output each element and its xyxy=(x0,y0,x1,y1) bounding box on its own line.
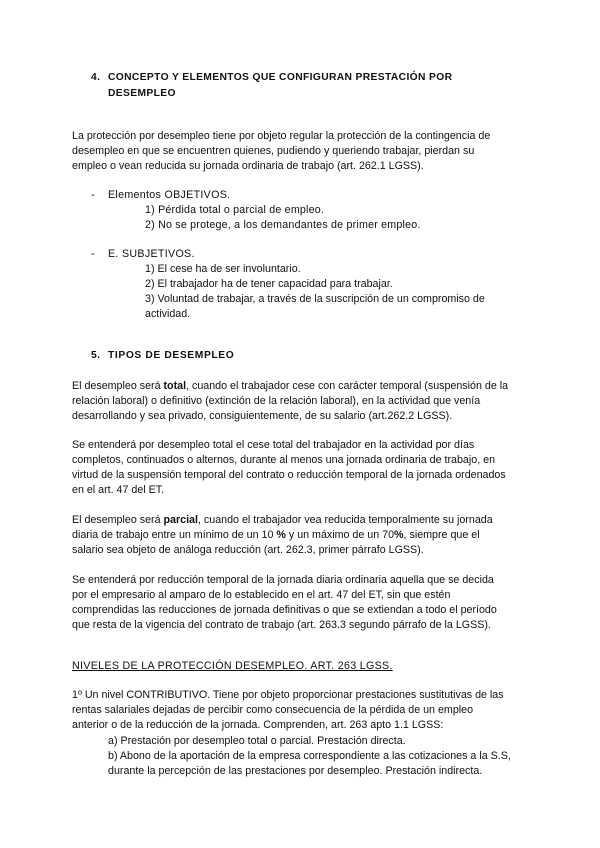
reduccion-line-3: comprendidas las reducciones de jornada definitivas o que se extiendan a todo el período xyxy=(72,604,497,616)
reduccion-line-4: que resta de la vigencia del contrato de trabajo (art. 263.3 segundo párrafo de la LGSS). xyxy=(72,619,491,631)
parcial-line-1-b: , cuando el trabajador vea reducida temporalmente su jornada xyxy=(197,514,493,526)
total-def-line-2: completos, continuados o alternos, durante al menos una jornada ordinaria de trabajo, en xyxy=(72,454,496,466)
niveles-sub-b: b) Abono de la aportación de la empresa correspondiente a las cotizaciones a la S.S, xyxy=(108,750,511,762)
total-def-line-3: virtud de la suspensión temporal del contrato o reducción temporal de la jornada ordenados xyxy=(72,469,506,481)
total-line-1-a: El desempleo será xyxy=(72,380,164,392)
section-4-title-line1: CONCEPTO Y ELEMENTOS QUE CONFIGURAN PRESTACIÓN POR xyxy=(108,72,453,83)
niveles-line-1: 1º Un nivel CONTRIBUTIVO. Tiene por objeto proporcionar prestaciones sustitutivas de las xyxy=(72,689,504,701)
total-def-line-1: Se entenderá por desempleo total el cese total del trabajador en la actividad por días xyxy=(72,439,475,451)
total-line-3: desarrollando y sea privado, consiguientemente, de su salario (art.262.2 LGSS). xyxy=(72,410,453,422)
parcial-line-2-c: , siempre que el xyxy=(403,529,480,541)
intro-line-3: empleo o vean reducida su jornada ordinaria de trabajo (art. 262.1 LGSS). xyxy=(72,160,424,172)
niveles-sub-b-cont: durante la percepción de las prestaciones por desempleo. Prestación indirecta. xyxy=(108,765,483,777)
reduccion-line-1: Se entenderá por reducción temporal de la jornada diaria ordinaria aquella que se decida xyxy=(72,574,494,586)
subjetivos-item-2: 2) El trabajador ha de tener capacidad para trabajar. xyxy=(145,278,393,290)
objetivos-label: Elementos OBJETIVOS. xyxy=(108,189,231,201)
section-4-title-line2: DESEMPLEO xyxy=(108,88,176,99)
subjetivos-bullet: - xyxy=(91,248,95,260)
section-5-number: 5. xyxy=(91,350,101,361)
parcial-line-2 xyxy=(72,529,480,541)
parcial-pct-1: % xyxy=(276,529,286,541)
niveles-heading: NIVELES DE LA PROTECCIÓN DESEMPLEO. ART. 263 LGSS. xyxy=(72,660,393,672)
total-term: total xyxy=(163,380,187,392)
objetivos-item-1: 1) Pérdida total o parcial de empleo. xyxy=(145,204,325,216)
niveles-line-2: rentas salariales dejadas de percibir como consecuencia de la pérdida de un empleo xyxy=(72,704,474,716)
reduccion-line-2: por el empresario al amparo de lo establecido en el art. 47 del ET, sin que estén xyxy=(72,589,451,601)
objetivos-item-2: 2) No se protege, a los demandantes de primer empleo. xyxy=(145,219,421,231)
parcial-line-2-a: diaria de trabajo entre un mínimo de un 10 xyxy=(72,529,277,541)
niveles-line-3: anterior o de la reducción de la jornada. Comprenden, art. 263 apto 1.1 LGSS: xyxy=(72,719,444,731)
parcial-term: parcial xyxy=(163,514,198,526)
objetivos-bullet: - xyxy=(91,189,95,201)
total-def-line-4: en el art. 47 del ET. xyxy=(72,484,165,496)
section-4-number: 4. xyxy=(91,72,101,83)
parcial-line-1-a: El desempleo será xyxy=(72,514,164,526)
intro-line-2: desempleo en que se encuentren quienes, pudiendo y queriendo trabajar, pierdan su xyxy=(72,145,475,157)
parcial-line-1 xyxy=(72,514,493,526)
total-line-2: relación laboral) o definitivo (extinción de la relación laboral), en la actividad que venía xyxy=(72,395,481,407)
subjetivos-item-1: 1) El cese ha de ser involuntario. xyxy=(145,263,301,275)
total-line-1 xyxy=(72,380,508,392)
intro-line-1: La protección por desempleo tiene por objeto regular la protección de la contingencia de xyxy=(72,130,491,142)
section-5-title: TIPOS DE DESEMPLEO xyxy=(108,350,235,361)
parcial-line-2-b: y un máximo de un 70 xyxy=(285,529,395,541)
subjetivos-label: E. SUBJETIVOS. xyxy=(108,248,195,260)
total-line-1-b: , cuando el trabajador cese con carácter temporal (suspensión de la xyxy=(186,380,509,392)
parcial-pct-2: % xyxy=(394,529,404,541)
subjetivos-item-3-cont: actividad. xyxy=(145,308,191,320)
niveles-sub-a: a) Prestación por desempleo total o parcial. Prestación directa. xyxy=(108,735,406,747)
subjetivos-item-3: 3) Voluntad de trabajar, a través de la suscripción de un compromiso de xyxy=(145,293,485,305)
parcial-line-3: salario sea objeto de análoga reducción (art. 262.3, primer párrafo LGSS). xyxy=(72,544,424,556)
